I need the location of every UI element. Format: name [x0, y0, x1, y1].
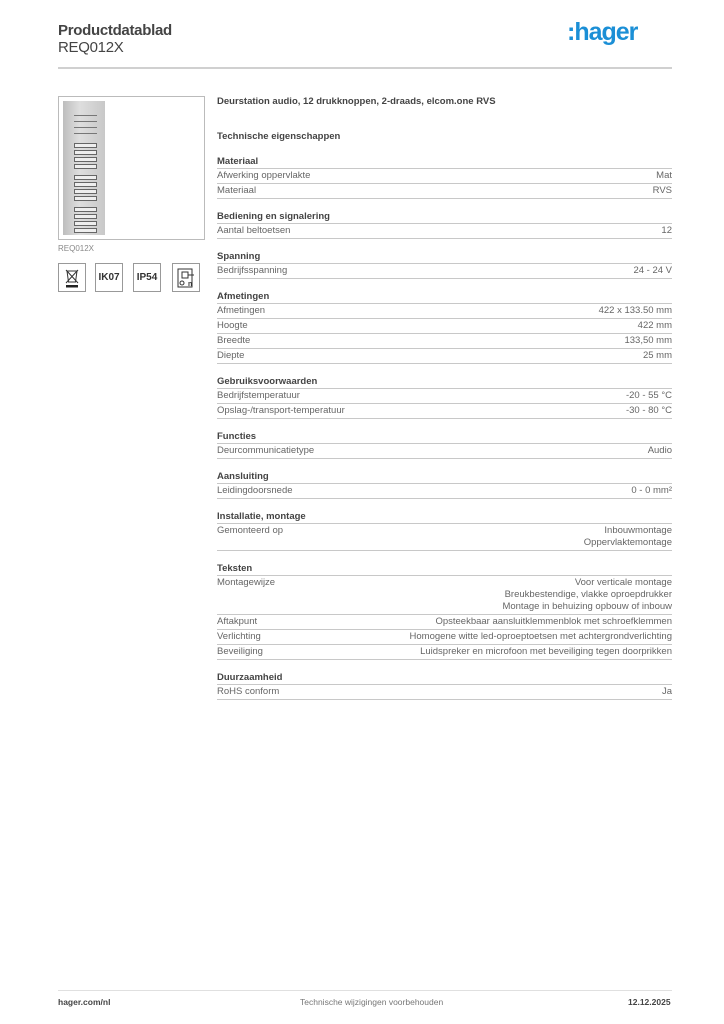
spec-label: Afwerking oppervlakte: [217, 170, 311, 181]
spec-value: 422 x 133.50 mm: [598, 305, 672, 316]
spec-row: [217, 444, 672, 459]
spec-row: [217, 404, 672, 419]
spec-row: [217, 524, 672, 551]
spec-value: [502, 577, 672, 613]
image-caption: REQ012X: [58, 244, 95, 253]
spec-row: [217, 334, 672, 349]
speaker-slot: [74, 115, 97, 116]
product-image: [58, 96, 205, 240]
spec-row: [217, 576, 672, 615]
mounting-icon: [172, 263, 200, 292]
spec-row: [217, 319, 672, 334]
section-title: Aansluiting: [217, 469, 672, 484]
spec-row: [217, 224, 672, 239]
spec-section: [217, 249, 672, 279]
spec-row: [217, 630, 672, 645]
spec-value: 422 mm: [637, 320, 672, 331]
footer-website-link[interactable]: hager.com/nl: [58, 997, 111, 1007]
header-divider: [58, 67, 672, 69]
spec-section: [217, 374, 672, 419]
section-title: Materiaal: [217, 154, 672, 169]
spec-value: Opsteekbaar aansluitklemmenblok met schroefklemmen: [435, 616, 672, 627]
spec-value: -30 - 80 °C: [625, 405, 672, 416]
call-button: [74, 221, 97, 226]
footer-disclaimer: Technische wijzigingen voorbehouden: [300, 997, 444, 1007]
speaker-slot: [74, 121, 97, 122]
spec-label: Hoogte: [217, 320, 248, 331]
spec-row: [217, 264, 672, 279]
spec-section: [217, 670, 672, 700]
section-title: Afmetingen: [217, 289, 672, 304]
spec-row: [217, 615, 672, 630]
spec-row: [217, 184, 672, 199]
spec-value: Audio: [647, 445, 672, 456]
spec-label: Bedrijfsspanning: [217, 265, 288, 276]
spec-label: Bedrijfstemperatuur: [217, 390, 300, 401]
spec-label: Opslag-/transport-temperatuur: [217, 405, 345, 416]
spec-label: Aantal beltoetsen: [217, 225, 291, 236]
spec-value-line: Breukbestendige, vlakke oproepdrukker: [504, 589, 672, 600]
spec-value-line: Montage in behuizing opbouw of inbouw: [502, 601, 672, 612]
section-title: Teksten: [217, 561, 672, 576]
spec-label: Deurcommunicatietype: [217, 445, 315, 456]
ik07-icon: IK07: [95, 263, 123, 292]
spec-value: Homogene witte led-oproeptoetsen met achtergrondverlichting: [409, 631, 672, 642]
call-button: [74, 196, 97, 201]
call-button: [74, 189, 97, 194]
spec-row: [217, 304, 672, 319]
spec-label: Diepte: [217, 350, 245, 361]
specs-table: [217, 144, 672, 700]
page-title: Productdatablad: [58, 22, 172, 39]
spec-value: -20 - 55 °C: [625, 390, 672, 401]
call-button: [74, 214, 97, 219]
spec-row: [217, 169, 672, 184]
spec-section: [217, 429, 672, 459]
footer-date: 12.12.2025: [628, 997, 671, 1007]
spec-value: [584, 525, 672, 549]
hager-logo: :hager: [567, 18, 638, 46]
spec-section: [217, 289, 672, 364]
call-button: [74, 150, 97, 155]
spec-section: [217, 561, 672, 660]
call-button: [74, 164, 97, 169]
spec-value: RVS: [652, 185, 672, 196]
spec-value: 133,50 mm: [624, 335, 672, 346]
spec-value: 25 mm: [642, 350, 672, 361]
call-button: [74, 182, 97, 187]
spec-section: [217, 209, 672, 239]
product-code: REQ012X: [58, 39, 124, 56]
call-button: [74, 157, 97, 162]
spec-label: Beveiliging: [217, 646, 263, 657]
section-title: Gebruiksvoorwaarden: [217, 374, 672, 389]
spec-value-line: Inbouwmontage: [604, 525, 672, 536]
spec-section: [217, 154, 672, 199]
spec-value: 0 - 0 mm²: [631, 485, 672, 496]
spec-value: Ja: [661, 686, 672, 697]
spec-row: [217, 685, 672, 700]
spec-row: [217, 389, 672, 404]
spec-row: [217, 645, 672, 660]
svg-text:n: n: [188, 280, 193, 288]
weee-icon: [58, 263, 86, 292]
call-button: [74, 207, 97, 212]
product-description: Deurstation audio, 12 drukknoppen, 2-draads, elcom.one RVS: [217, 96, 496, 107]
spec-label: Verlichting: [217, 631, 261, 642]
spec-value: Mat: [656, 170, 672, 181]
spec-label: Afmetingen: [217, 305, 266, 316]
ip54-icon: IP54: [133, 263, 161, 292]
spec-section: [217, 509, 672, 551]
spec-label: RoHS conform: [217, 686, 280, 697]
section-title: Bediening en signalering: [217, 209, 672, 224]
spec-row: [217, 484, 672, 499]
spec-label: Leidingdoorsnede: [217, 485, 293, 496]
speaker-slot: [74, 127, 97, 128]
spec-label: Breedte: [217, 335, 251, 346]
call-button: [74, 143, 97, 148]
speaker-slot: [74, 133, 97, 134]
spec-label: Aftakpunt: [217, 616, 258, 627]
section-title: Functies: [217, 429, 672, 444]
spec-row: [217, 349, 672, 364]
spec-section: [217, 469, 672, 499]
spec-label: Materiaal: [217, 185, 257, 196]
spec-value: 12: [661, 225, 672, 236]
call-button: [74, 228, 97, 233]
spec-value: Luidspreker en microfoon met beveiliging tegen doorprikken: [420, 646, 672, 657]
spec-value-line: Voor verticale montage: [574, 577, 672, 588]
spec-value: 24 - 24 V: [633, 265, 672, 276]
spec-label: Gemonteerd op: [217, 525, 284, 536]
section-title: Spanning: [217, 249, 672, 264]
section-title: Installatie, montage: [217, 509, 672, 524]
section-title: Duurzaamheid: [217, 670, 672, 685]
spec-value-line: Oppervlaktemontage: [583, 537, 672, 548]
door-station-panel: [63, 101, 105, 235]
specs-heading: Technische eigenschappen: [217, 131, 341, 142]
spec-label: Montagewijze: [217, 577, 276, 588]
footer-divider: [58, 990, 672, 991]
call-button: [74, 175, 97, 180]
